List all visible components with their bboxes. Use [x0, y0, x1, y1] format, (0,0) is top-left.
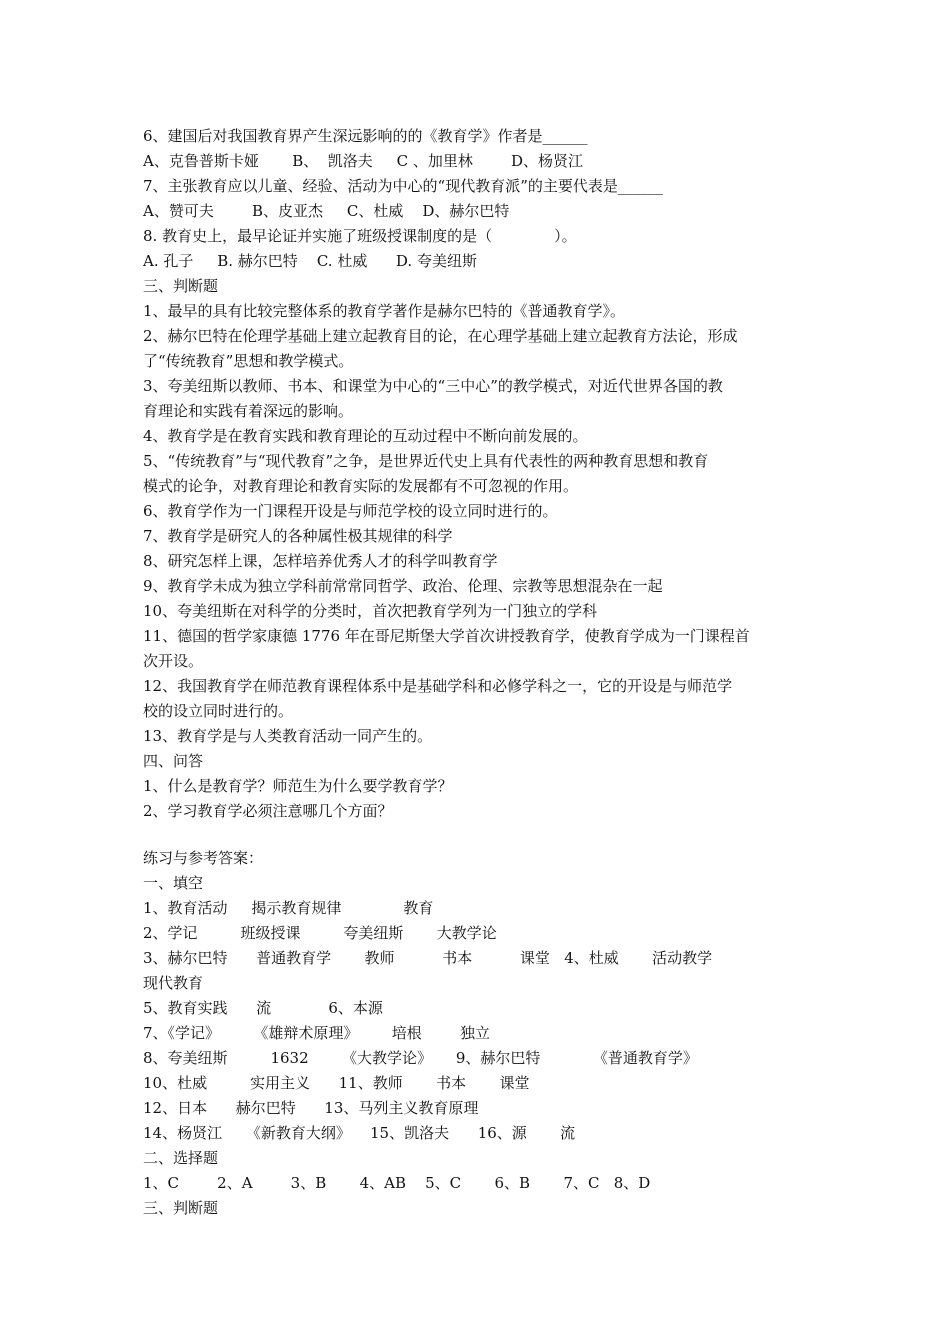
questions-section: [143, 124, 823, 824]
text-line: 13、教育学是与人类教育活动一同产生的。: [143, 727, 433, 745]
text-line: 模式的论争，对教育理论和教育实际的发展都有不可忽视的作用。: [143, 477, 579, 495]
text-line: 7、主张教育应以儿童、经验、活动为中心的“现代教育派”的主要代表是______: [143, 177, 663, 195]
text-line: 2、赫尔巴特在伦理学基础上建立起教育目的论，在心理学基础上建立起教育方法论，形成: [143, 327, 738, 345]
answer-line: 5、教育实践 流 6、本源: [143, 999, 383, 1017]
text-line: 4、教育学是在教育实践和教育理论的互动过程中不断向前发展的。: [143, 427, 588, 445]
text-line: 11、德国的哲学家康德 1776 年在哥尼斯堡大学首次讲授教育学，使教育学成为一门课程首: [143, 627, 750, 645]
text-line: 校的设立同时进行的。: [143, 702, 294, 720]
answer-line: 练习与参考答案：: [143, 849, 264, 867]
document-page: [143, 124, 823, 1221]
text-line: 5、“传统教育”与“现代教育”之争，是世界近代史上具有代表性的两种教育思想和教育: [143, 452, 709, 470]
text-line: 6、教育学作为一门课程开设是与师范学校的设立同时进行的。: [143, 502, 558, 520]
text-line: 10、夸美纽斯在对科学的分类时，首次把教育学列为一门独立的学科: [143, 602, 598, 620]
answer-line: 14、杨贤江 《新教育大纲》 15、凯洛夫 16、源 流: [143, 1124, 576, 1142]
text-line: 四、问答: [143, 752, 204, 770]
answer-line: 一、填空: [143, 874, 204, 892]
answer-line: 12、日本 赫尔巴特 13、马列主义教育原理: [143, 1099, 479, 1117]
text-line: A、赞可夫 B、皮亚杰 C、杜威 D、赫尔巴特: [143, 202, 510, 220]
answer-line: 7、《学记》 《雄辩术原理》 培根 独立: [143, 1024, 490, 1042]
text-line: 12、我国教育学在师范教育课程体系中是基础学科和必修学科之一，它的开设是与师范学: [143, 677, 733, 695]
answer-line: 8、夸美纽斯 1632 《大教学论》 9、赫尔巴特 《普通教育学》: [143, 1049, 698, 1067]
text-line: A. 孔子 B. 赫尔巴特 C. 杜威 D. 夸美纽斯: [143, 252, 477, 270]
text-line: 三、判断题: [143, 277, 219, 295]
text-line: 育理论和实践有着深远的影响。: [143, 402, 354, 420]
text-line: 2、学习教育学必须注意哪几个方面？: [143, 802, 393, 820]
text-line: 7、教育学是研究人的各种属性极其规律的科学: [143, 527, 453, 545]
answer-line: 3、赫尔巴特 普通教育学 教师 书本 课堂 4、杜威 活动教学: [143, 949, 713, 967]
text-line: A、克鲁普斯卡娅 B、 凯洛夫 C 、加里林 D、杨贤江: [143, 152, 584, 170]
text-line: 8、研究怎样上课，怎样培养优秀人才的科学叫教育学: [143, 552, 498, 570]
answer-line: 现代教育: [143, 974, 204, 992]
answers-section: [143, 846, 823, 1221]
text-line: 3、夸美纽斯以教师、书本、和课堂为中心的“三中心”的教学模式，对近代世界各国的教: [143, 377, 723, 395]
text-line: 6、建国后对我国教育界产生深远影响的的《教育学》作者是______: [143, 127, 588, 145]
answer-line: 10、杜威 实用主义 11、教师 书本 课堂: [143, 1074, 530, 1092]
answer-line: 2、学记 班级授课 夸美纽斯 大教学论: [143, 924, 497, 942]
text-line: 8. 教育史上，最早论证并实施了班级授课制度的是（ ）。: [143, 227, 577, 245]
section-gap: [143, 824, 823, 846]
answer-line: 1、教育活动 揭示教育规律 教育: [143, 899, 434, 917]
answer-line: 二、选择题: [143, 1149, 219, 1167]
text-line: 1、什么是教育学？师范生为什么要学教育学？: [143, 777, 453, 795]
text-line: 次开设。: [143, 652, 204, 670]
answer-line: 三、判断题: [143, 1199, 219, 1217]
text-line: 1、最早的具有比较完整体系的教育学著作是赫尔巴特的《普通教育学》。: [143, 302, 626, 320]
answer-line: 1、C 2、A 3、B 4、AB 5、C 6、B 7、C 8、D: [143, 1174, 651, 1192]
text-line: 了“传统教育”思想和教学模式。: [143, 352, 354, 370]
text-line: 9、教育学未成为独立学科前常常同哲学、政治、伦理、宗教等思想混杂在一起: [143, 577, 663, 595]
